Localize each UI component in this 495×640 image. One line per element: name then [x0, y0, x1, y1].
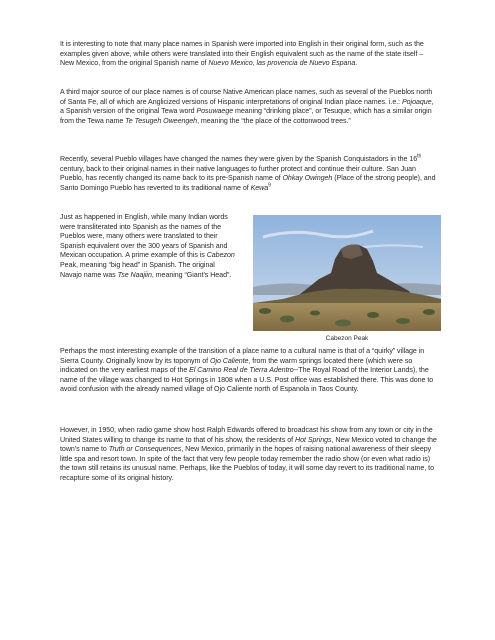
- text-run: However, in 1950, when radio game show host Ralph Edwards offered to broadcast his show from any town or city in the United States willing to change its name to that of his show, the residents of: [60, 426, 433, 444]
- text-run: , meaning the “the place of the cottonwood trees.”: [197, 116, 351, 125]
- cabezon-peak-photo: [253, 215, 441, 331]
- italic-run: Posuwaege: [196, 107, 234, 116]
- superscript: th: [417, 153, 422, 160]
- italic-run: Hot Springs: [295, 435, 332, 444]
- text-run: Just as happened in English, while many Indian words were transliterated into Spanish as the names of the Pueblos were, many others were translated to their Spanish equivalent over the 300 years of Spanish and Mexican occupation. A prime example of this is: [60, 213, 228, 260]
- footnote-marker: 9: [268, 182, 271, 189]
- text-run: (Place of the strong people), and Santo Domingo Pueblo has reverted to its traditional name of: [60, 174, 436, 192]
- text-run: , a Spanish version of the original Tewa word: [60, 97, 434, 116]
- italic-run: Cabezon: [206, 251, 235, 260]
- text-run: century, back to their original names in their native languages to further protect and continue their culture. San Juan Pueblo, has recently changed its name back to its pre-Spanish name of: [60, 164, 416, 183]
- text-run: Perhaps the most interesting example of the transition of a place name to a cultural name is that of a “quirky” village in Sierra County. Originally know by its toponym of: [60, 347, 425, 365]
- paragraph-ojo-caliente: [60, 347, 438, 395]
- italic-run: Ohkay Owingeh: [282, 174, 333, 183]
- italic-run: Truth or Consequences: [108, 445, 182, 454]
- paragraph-native-names: [60, 88, 438, 126]
- paragraph-cabezon: [60, 213, 238, 280]
- text-run: , from the warm springs located there (which were so indicated on the very earliest maps of the: [60, 356, 413, 375]
- text-run: A third major source of our place names is of course Native American place names, such as several of the Pueblos north of Santa Fe, all of which are Anglicized versions of Hispanic interpretations of original Indian place names. i.e.:: [60, 88, 433, 106]
- text-run: Peak, meaning “big head” in Spanish. The original Navajo name was: [60, 260, 215, 279]
- paragraph-pueblo-renaming: [60, 155, 438, 193]
- text-run: --The Royal Road of the Interior Lands), the name of the village was changed to Hot Springs in 1808 when a U.S. Post office was established there. This was done to avoid confusion with the already named village of Ojo Caliente north of Espanola in Taos County.: [60, 366, 434, 394]
- paragraph-spanish-imports: [60, 40, 438, 69]
- italic-run: Te Tesugeh Oweengeh: [125, 116, 198, 125]
- text-run: , New Mexico voted to change the town's name to: [60, 435, 437, 454]
- text-run: meaning “drinking place”, or Tesuque, which has a similar origin from the Tewa name: [60, 107, 432, 125]
- italic-run: Tse Naajiin: [117, 270, 152, 279]
- italic-run: Kewa: [250, 183, 269, 192]
- photo-caption: Cabezon Peak: [325, 335, 369, 342]
- text-run: , meaning “Giant's Head”.: [151, 270, 232, 279]
- italic-run: Pojoaque: [401, 97, 432, 106]
- text-run: , New Mexico, primarily in the hopes of raising national awareness of their sleepy little spa and resort town. In spite of the fact that very few people today remember the radio show (or even what radio is) the town still retains its unusual name. Perhaps, like the Pueblos of today, it will some day revert to its traditional name, to recapture some of its original history.: [60, 445, 434, 482]
- italic-run: El Camino Real de Tierra Adentro: [189, 366, 294, 375]
- text-run: Recently, several Pueblo villages have changed the names they were given by the Spanish Conquistadors in the 16: [60, 155, 418, 163]
- landscape-illustration: [253, 215, 441, 331]
- text-run: .: [355, 59, 358, 68]
- italic-run: Nuevo Mexico, las provencia de Nuevo Espana: [208, 59, 356, 68]
- text-run: It is interesting to note that many place names in Spanish were imported into English in their original form, such as the examples given above, while others were translated into their English equivalent such as the name of the state itself – New Mexico, from the original Spanish name of: [60, 40, 424, 68]
- paragraph-truth-or-consequences: [60, 426, 438, 484]
- italic-run: Ojo Caliente: [210, 356, 249, 365]
